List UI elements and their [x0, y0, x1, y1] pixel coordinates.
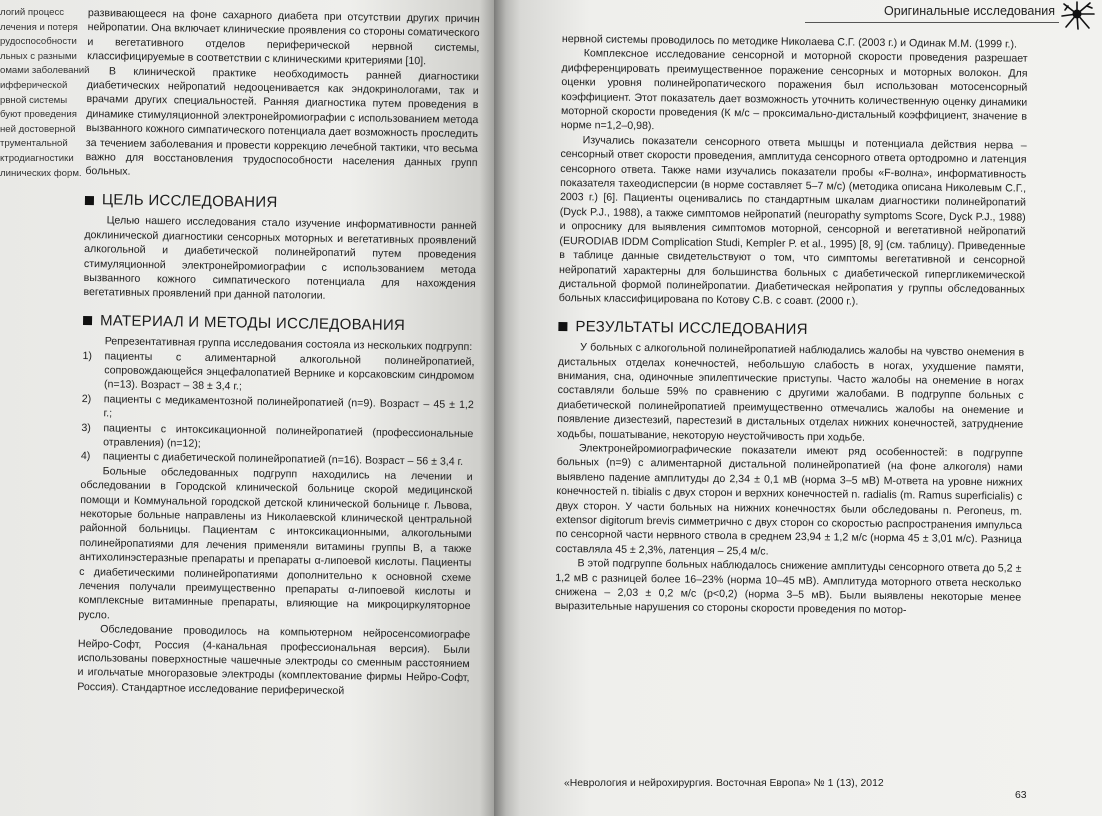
left-main-column: [77, 6, 480, 700]
heading-text: ЦЕЛЬ ИССЛЕДОВАНИЯ: [101, 191, 278, 211]
list-number: 1): [82, 349, 93, 362]
margin-line: логий процесс: [0, 7, 65, 18]
running-header: Оригинальные исследования: [805, 0, 1059, 23]
margin-line: буют проведения: [0, 109, 77, 121]
results-paragraph-1: У больных с алкогольной полинейропатией наблюдались жалобы на чувство онемения в дистальных отделах конечностей, небольшую слабость в ногах, ухудшение памяти, внимания, сна, одиночные эпилептические приступы. Часто жалобы на онемение в ногах составляли больше 59% по сравнению с другими жалобами. В подгруппе больных с диабетической полинейропатией преимущественно отмечались жалобы на онемение и появление дизестезий, парестезий в дистальных отделах нижних конечностей, затруднение ходьбы, пошатывание, некоторую неустойчивость при ходьбе.: [557, 341, 1025, 444]
right-paragraph-3: Изучались показатели сенсорного ответа мышцы и потенциала действия нерва – сенсорный ответ скорости проведения, амплитуда сенсорного ответа ортодромно и латенция сенсорного ответа. Также нами изучались показатели пробы «F-волна», информативность показателя тахеодисперсии (в норме составляет 5–7 м/с) (методика описана Николевым С.Г., 2003 г.) [6]. Пациенты оценивались по стандартным шкалам диагностики полинейропатий (Dyck P.J., 1988), а также симптомов нейропатий (neuropathy symptoms Score, Dyck P.J., 1988) и опроснику для выявления симптомов моторной, сенсорной и вегетативной нейропатий (EURODIAB IDDM Complication Studi, Kempler P. et al., 1995) [8, 9] (см. таблицу). Приведенные в таблице данные свидетельствуют о том, что симптомы вегетативной и сенсорной нейропатий характерны для большинства больных с диабетической гипергликемической дистальной формой полинейропатии. Диабетическая нейропатия у группы обследованных больных классифицирована по Котову С.В. с соавт. (2000 г.).: [558, 134, 1027, 308]
intro-paragraph-1: развивающееся на фоне сахарного диабета при отсутствии других причин нейропатии. Она включает клинические проявления со стороны соматического и вегетативного отделов периферической нервной системы, классифицируемые в соответствии с клиническими критериями [10].: [87, 6, 480, 68]
right-main-column: [555, 32, 1028, 619]
methods-paragraph-2: Больные обследованных подгрупп находились на лечении и обследовании в Городской клинической больнице скорой медицинской помощи и Коммунальной городской детской клинической больнице г. Львова, некоторые больные направлены из Николаевской клинической центральной районной больницы. Пациентам с интоксикационными, алкогольными полинейропатиями для лечения применяли витамины группы В, а также антихолинэстеразные препараты и препараты α-липоевой кислоты. Пациенты с диабетическими полинейропатиями дополнительно к основной схеме лечения получали преимущественно препараты α-липоевой кислоты и комплексные витаминные препараты, влияющие на микроциркуляторное русло.: [78, 465, 473, 622]
goal-paragraph: Целью нашего исследования стало изучение информативности ранней доклинической диагностики сенсорных моторных и вегетативных проявлений алкогольной и диабетической полинейропатий путем проведения стимуляционной электронейромиографии с использованием метода вызванного кожного симпатического потенциала для нахождения вегетативных проявлений при данной патологии.: [83, 214, 477, 303]
margin-text-column: [0, 6, 90, 181]
margin-line: лечения и потеря: [0, 21, 78, 33]
section-heading-results: [558, 317, 1024, 340]
heading-square-icon: [85, 196, 94, 205]
heading-text: МАТЕРИАЛ И МЕТОДЫ ИССЛЕДОВАНИЯ: [99, 311, 406, 334]
margin-line: трументальной: [0, 138, 68, 150]
list-text: пациенты с алиментарной алкогольной полинейропатией, сопровождающейся энцефалопатией Вернике и корсаковским синдромом (n=13). Возраст – 38 ± 3,4 г.;: [103, 349, 475, 393]
methods-paragraph-3: Обследование проводилось на компьютерном нейросенсомиографе Нейро-Софт, Россия (4-канальная профессиональная версия). Были использованы поверхностные чашечные электроды со сменным расстоянием и игольчатые многоразовые электроды (комплектование фирмы Нейро-Софт, Россия). Стандартное исследование периферической: [77, 623, 471, 697]
section-heading-goal: [85, 193, 477, 214]
page-number: 63: [1015, 790, 1027, 801]
left-page: [0, 0, 500, 816]
list-item: [82, 348, 475, 397]
list-text: пациенты с интоксикационной полинейропатией (профессиональные отравления) (n=12);: [103, 421, 474, 450]
margin-line: ифферической: [0, 79, 68, 91]
list-number: 3): [81, 421, 91, 434]
right-paragraph-2: Комплексное исследование сенсорной и моторной скорости проведения разрешает дифференцировать преимущественное поражение сенсорных и моторных волокон. Для оценки уровня полинейропатического поражения был использован мотосенсорный коэффициент. Этот показатель дает возможность уточнить количественную оценку динамики моторной скорости проведения (К м/с – проксимально-дистальный коэффициент, значение в норме n=1,2–0,98).: [560, 47, 1028, 133]
journal-footer: «Неврология и нейрохирургия. Восточная Европа» № 1 (13), 2012: [564, 778, 884, 789]
margin-line: омами заболеваний: [0, 65, 90, 77]
list-text: пациенты с диабетической полинейропатией (n=16). Возраст – 56 ± 3,4 г.: [102, 450, 464, 469]
list-number: 4): [80, 450, 91, 463]
margin-line: линических форм.: [0, 167, 82, 179]
subgroup-list: [81, 348, 475, 469]
results-paragraph-3: В этой подгруппе больных наблюдалось снижение амплитуды сенсорного ответа до 5,2 ± 1,2 мВ с разницей более 16–23% (норма 10–45 мВ). Амплитуда моторного ответа несколько снижена – 2,03 ± 0,2 м/с (p<0,2) (норма 3–5 мВ). Были выявлены некоторые менее выразительные нарушения со стороны скорости проведения по мотор-: [554, 557, 1022, 617]
right-page: [520, 0, 1102, 816]
list-number: 2): [81, 392, 92, 405]
margin-line: льных с разными: [0, 50, 77, 62]
heading-square-icon: [83, 316, 92, 325]
margin-line: рудоспособности: [0, 36, 77, 48]
neuron-logo-icon: [1056, 0, 1098, 30]
margin-line: рвной системы: [0, 94, 68, 106]
right-paragraph-1: нервной системы проводилось по методике Николаева С.Г. (2003 г.) и Одинак М.М. (1999 г.).: [561, 32, 1018, 51]
section-heading-methods: [83, 311, 475, 335]
heading-text: РЕЗУЛЬТАТЫ ИССЛЕДОВАНИЯ: [575, 317, 808, 338]
methods-intro: Репрезентативная группа исследования состояла из нескольких подгрупп:: [104, 335, 473, 354]
intro-paragraph-2: В клинической практике необходимость ранней диагностики диабетических нейропатий недооценивается как эндокринологами, так и врачами других специальностей. Ранняя диагностика путем проведения в динамике стимуляционной электронейромиографии с использованием метода вызванного кожного симпатического потенциала дает возможность проследить за течением заболевания и провести коррекцию лечебной тактики, что весьма важно для восстановления трудоспособности населения данных групп больных.: [85, 64, 480, 179]
list-text: пациенты с медикаментозной полинейропатией (n=9). Возраст – 45 ± 1,2 г.;: [103, 393, 474, 420]
margin-line: ней достоверной: [0, 123, 76, 135]
results-paragraph-2: Электронейромиографические показатели имеют ряд особенностей: в подгруппе больных (n=9) с алиментарной дистальной полинейропатией (на фоне алкоголя) нами выявлено падение амплитуды до 2,34 ± 0,1 мВ (норма 3–5 мВ) М-ответа на уровне нижних конечностей n. tibialis с двух сторон и верхних конечностей n. radialis (m. Ramus superficialis) с двух сторон. У части больных на нижних конечностях были обследованы n. Peroneus, m. extensor digitorum brevis симметрично с двух сторон со скоростью распространения импульса по сенсорной части нервного ствола в среднем 23,94 ± 1,2 м/с (норма 45 ± 3,01 м/с). Разница составляла 45 ± 2,3%, латенция – 25,4 м/с.: [555, 442, 1023, 558]
margin-line: ктродиагностики: [0, 152, 74, 164]
heading-square-icon: [558, 322, 567, 331]
